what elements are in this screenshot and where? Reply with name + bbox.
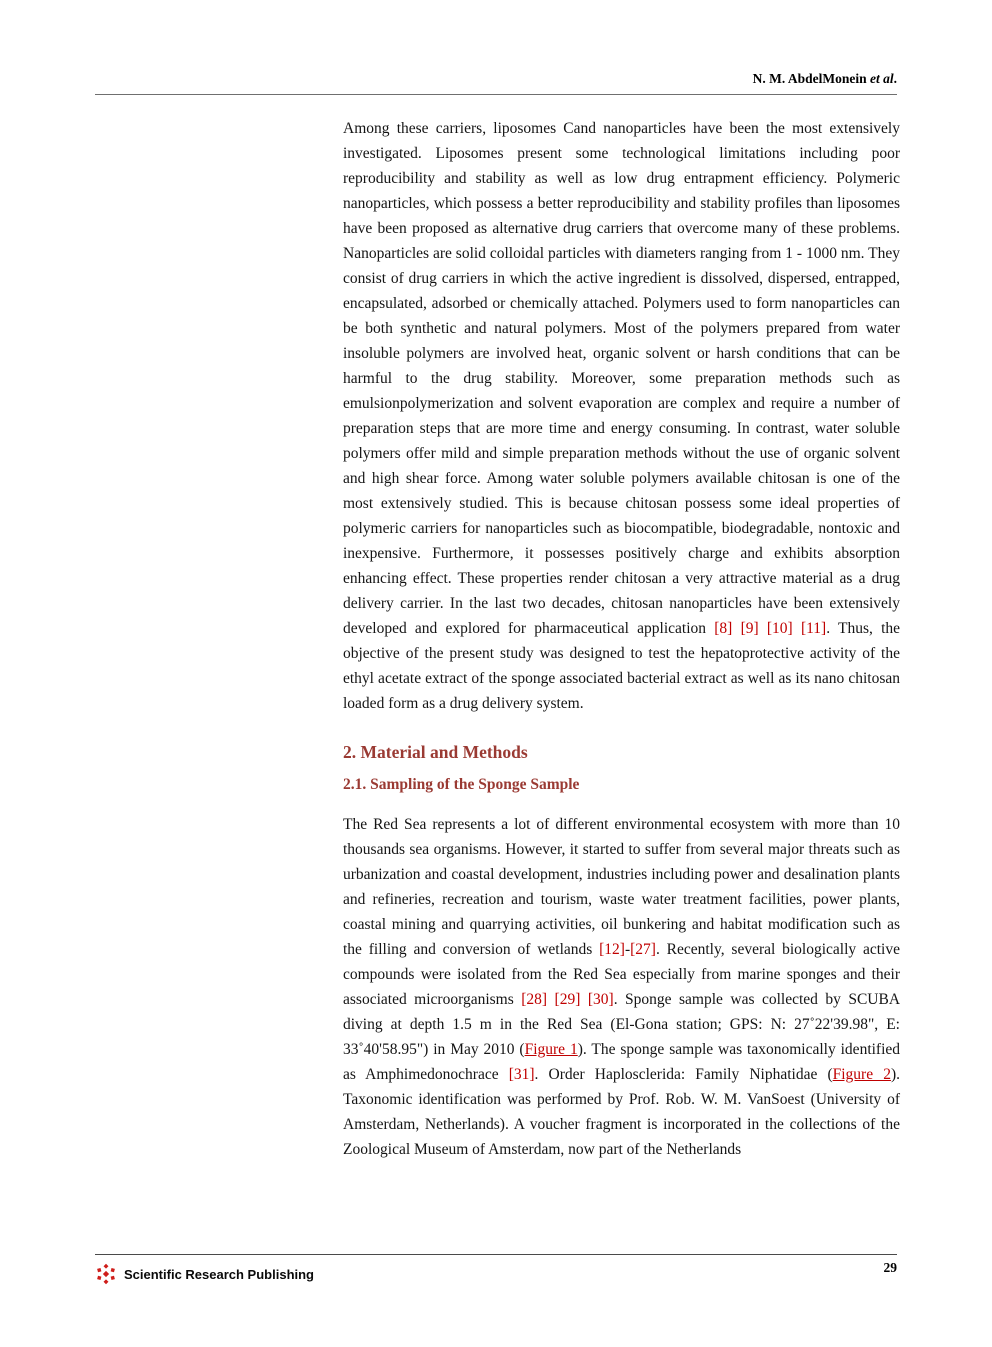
text-segment: ). The sponge sample was taxonomically identified as Amphimedonochrace [343,1041,901,1083]
text-segment [732,620,740,637]
text-segment [580,991,587,1008]
text-segment: N. M. AbdelMonein [752,71,870,86]
citation-link[interactable]: [10] [766,620,793,637]
figure-link[interactable]: Figure 2 [832,1066,891,1083]
publisher-logo[interactable] [95,1263,314,1285]
citation-link[interactable]: [8] [714,620,733,637]
text-segment: . Order Haplosclerida: Family Niphatidae ( [534,1066,833,1083]
subsection-heading-sampling: 2.1. Sampling of the Sponge Sample [343,776,580,793]
text-segment: ). Taxonomic identification was performed by Prof. Rob. W. M. VanSoest (University of Amsterdam, Netherlands). A voucher fragment is incorporated in the collections of the Zoological Museum of Amsterdam, now part of the Netherlands [343,1066,900,1158]
paragraph-sampling [343,812,900,1162]
page-number: 29 [883,1260,897,1275]
footer-rule [95,1254,897,1255]
figure-link[interactable]: Figure 1 [524,1041,578,1058]
citation-link[interactable]: [28] [521,991,548,1008]
page-content [343,116,900,1162]
text-segment: . Sponge sample was collected by SCUBA diving at depth 1.5 m in the Red Sea (El-Gona station; GPS: N: 27˚22'39.98", E: 33˚40'58.95") in May 2010 ( [343,991,901,1058]
text-segment: . Recently, several biologically active compounds were isolated from the Red Sea especially from marine sponges and their associated microorganisms [343,941,900,1008]
text-segment: The Red Sea represents a lot of different environmental ecosystem with more than 10 thousands sea organisms. However, it started to suffer from several major threats such as urbanization and coastal development, industries including power and desalination plants and refineries, recreation and tourism, waste water treatment facilities, power plants, coastal mining and quarrying activities, oil bunkering and habitat modification such as the filling and conversion of wetlands [343,816,900,958]
text-segment: - [624,941,631,958]
citation-link[interactable]: [29] [554,991,581,1008]
text-segment [759,620,767,637]
citation-link[interactable]: [31] [508,1066,535,1083]
paragraph-intro [343,116,900,716]
citation-link[interactable]: [30] [587,991,614,1008]
text-segment [793,620,801,637]
text-segment: Among these carriers, liposomes Cand nanoparticles have been the most extensively investigated. Liposomes present some technological limitations including poor reproducibility and stability as well as low drug entrapment efficiency. Polymeric nanoparticles, which possess a better reproducibility and stability profiles than liposomes have been proposed as alternative drug carriers that overcome many of these problems. Nanoparticles are solid colloidal particles with diameters ranging from 1 - 1000 nm. They consist of drug carriers in which the active ingredient is dissolved, dispersed, entrapped, encapsulated, adsorbed or chemically attached. Polymers used to form nanoparticles can be both synthetic and natural polymers. Most of the polymers prepared from water insoluble polymers are involved heat, organic solvent or harsh conditions that can be harmful to the drug stability. Moreover, some preparation methods such as emulsionpolymerization and solvent evaporation are complex and require a number of preparation steps that are more time and energy consuming. In contrast, water soluble polymers offer mild and simple preparation methods without the use of organic solvent and high shear force. Among water soluble polymers available chitosan is one of the most extensively studied. This is because chitosan possess some ideal properties of polymeric carriers for nanoparticles such as biocompatible, biodegradable, nontoxic and inexpensive. Furthermore, it possesses positively charge and exhibits absorption enhancing effect. These properties render chitosan a very attractive material as a drug delivery carrier. In the last two decades, chitosan nanoparticles have been extensively developed and explored for pharmaceutical application [343,120,900,637]
publisher-name: Scientific Research Publishing [124,1266,314,1282]
citation-link[interactable]: [12] [599,941,625,958]
publisher-logo-icon [95,1263,117,1285]
italic-text: et al [870,71,894,86]
running-head [753,71,897,87]
text-segment: . Thus, the objective of the present study was designed to test the hepatoprotective activity of the ethyl acetate extract of the sponge associated bacterial extract as well as its nano chitosan loaded form as a drug delivery system. [343,620,901,712]
text-segment [547,991,554,1008]
citation-link[interactable]: [9] [740,620,759,637]
citation-link[interactable]: [11] [800,620,827,637]
header-rule [95,94,897,95]
text-segment: . [893,71,897,86]
citation-link[interactable]: [27] [630,941,656,958]
section-heading-material-and-methods: 2. Material and Methods [343,742,528,762]
